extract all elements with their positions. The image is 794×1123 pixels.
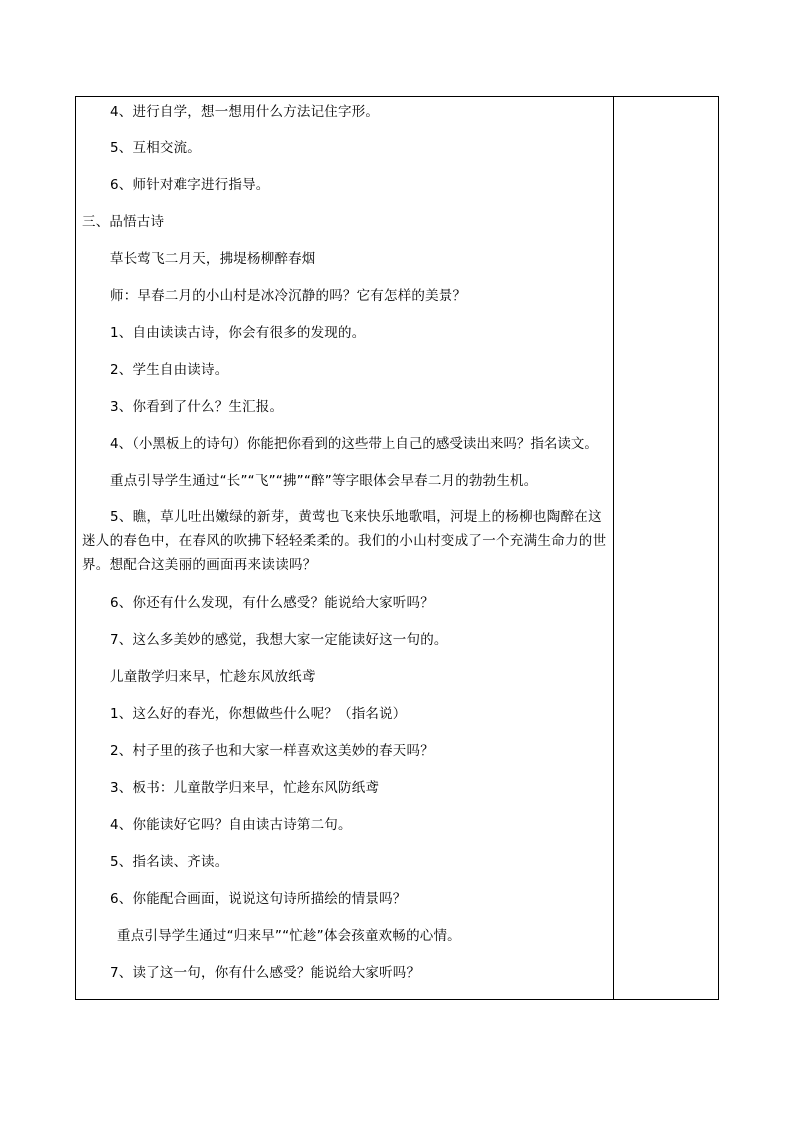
lesson-table — [75, 96, 719, 1000]
step-paragraph: 5、瞧，草儿吐出嫩绿的新芽，黄莺也飞来快乐地歌唱，河堤上的杨柳也陶醉在这迷人的春色中，在春风的吹拂下轻轻柔柔的。我们的小山村变成了一个充满生命力的世界。想配合这美丽的画面再来读读吗？ — [82, 509, 607, 573]
step-line: 4、进行自学，想一想用什么方法记住字形。 — [110, 104, 380, 120]
step-line: 1、自由读读古诗，你会有很多的发现的。 — [110, 325, 366, 341]
section-heading: 三、品悟古诗 — [82, 214, 165, 230]
poem-line: 儿童散学归来早，忙趁东风放纸鸢 — [110, 669, 316, 685]
step-line: 4、你能读好它吗？自由读古诗第二句。 — [110, 817, 352, 833]
step-line: 3、板书：儿童散学归来早，忙趁东风防纸鸢 — [110, 780, 380, 796]
step-line: 7、这么多美妙的感觉，我想大家一定能读好这一句的。 — [110, 632, 448, 648]
step-line: 4、（小黑板上的诗句）你能把你看到的这些带上自己的感受读出来吗？指名读文。 — [110, 436, 598, 452]
notes-cell — [614, 97, 718, 999]
step-line: 6、你还有什么发现，有什么感受？能说给大家听吗？ — [110, 595, 434, 611]
step-line: 5、指名读、齐读。 — [110, 854, 229, 870]
guidance-note: 重点引导学生通过“长”“飞”“拂”“醉”等字眼体会早春二月的勃勃生机。 — [110, 473, 538, 489]
step-line: 6、你能配合画面，说说这句诗所描绘的情景吗？ — [110, 891, 407, 907]
guidance-note: 重点引导学生通过“归来早”“忙趁”体会孩童欢畅的心情。 — [117, 928, 461, 944]
step-line: 6、师针对难字进行指导。 — [110, 177, 270, 193]
step-line: 2、村子里的孩子也和大家一样喜欢这美妙的春天吗？ — [110, 743, 434, 759]
step-line: 3、你看到了什么？生汇报。 — [110, 399, 284, 415]
step-line: 2、学生自由读诗。 — [110, 362, 229, 378]
step-line: 7、读了这一句，你有什么感受？能说给大家听吗？ — [110, 965, 421, 981]
step-line: 1、这么好的春光，你想做些什么呢？（指名说） — [110, 706, 407, 722]
poem-line: 草长莺飞二月天，拂堤杨柳醉春烟 — [110, 251, 316, 267]
step-line: 5、互相交流。 — [110, 140, 201, 156]
teacher-question: 师：早春二月的小山村是冰冷沉静的吗？它有怎样的美景？ — [110, 288, 467, 304]
lesson-content-cell — [76, 97, 613, 999]
